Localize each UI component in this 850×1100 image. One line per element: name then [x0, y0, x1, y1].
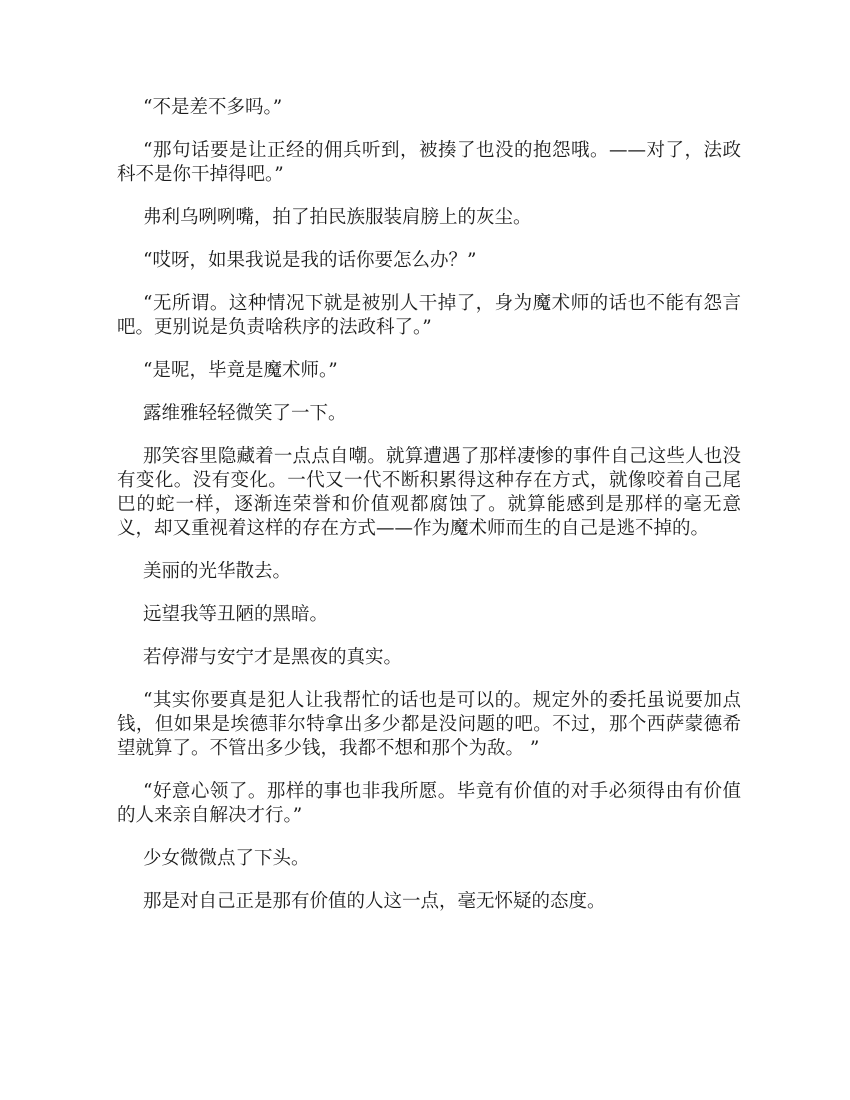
paragraph: “不是差不多吗。”: [143, 97, 283, 118]
paragraph: 露维雅轻轻微笑了一下。: [143, 403, 347, 424]
paragraph: “那句话要是让正经的佣兵听到，被揍了也没的抱怨哦。——对了，法政科不是你干掉得吧。”: [117, 140, 741, 185]
paragraph: 那笑容里隐藏着一点点自嘲。就算遭遇了那样凄惨的事件自己这些人也没有变化。没有变化。一代又一代不断积累得这种存在方式，就像咬着自己尾巴的蛇一样，逐渐连荣誉和价值观都腐蚀了。就算能感到是那样的毫无意义，却又重视着这样的存在方式——作为魔术师而生的自己是逃不掉的。: [117, 446, 741, 539]
paragraph: “哎呀，如果我说是我的话你要怎么办？”: [143, 250, 477, 271]
paragraph: 美丽的光华散去。: [143, 561, 292, 582]
paragraph: 远望我等丑陋的黑暗。: [143, 604, 329, 625]
paragraph: “无所谓。这种情况下就是被别人干掉了，身为魔术师的话也不能有怨言吧。更别说是负责啥秩序的法政科了。”: [117, 293, 741, 338]
paragraph: 若停滞与安宁才是黑夜的真实。: [143, 647, 403, 668]
paragraph: 那是对自己正是那有价值的人这一点，毫无怀疑的态度。: [143, 891, 606, 912]
document-body: [117, 96, 741, 933]
paragraph: “好意心领了。那样的事也非我所愿。毕竟有价值的对手必须得由有价值的人来亲自解决才行。”: [117, 781, 741, 826]
paragraph: 弗利乌咧咧嘴，拍了拍民族服装肩膀上的灰尘。: [143, 207, 532, 228]
paragraph: “是呢，毕竟是魔术师。”: [143, 360, 338, 381]
paragraph: “其实你要真是犯人让我帮忙的话也是可以的。规定外的委托虽说要加点钱，但如果是埃德菲尔特拿出多少都是没问题的吧。不过，那个西萨蒙德希望就算了。不管出多少钱，我都不想和那个为敌。 ”: [117, 690, 741, 759]
paragraph: 少女微微点了下头。: [143, 848, 310, 869]
